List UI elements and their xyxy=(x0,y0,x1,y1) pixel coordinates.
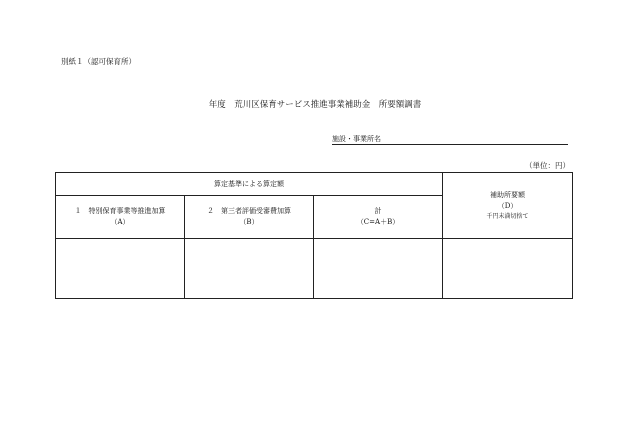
facility-name-label: 施設・事業所名 xyxy=(332,135,381,143)
table-header-row xyxy=(56,173,573,196)
column-header-b-label: ２ 第三者評価受審費加算 xyxy=(207,207,291,215)
column-header-c-label: 計 xyxy=(374,207,382,215)
column-header-c xyxy=(314,196,443,239)
column-header-c-code: （C=A＋B） xyxy=(356,218,400,226)
subsidy-header-note: 千円未満切捨て xyxy=(486,212,529,220)
subsidy-header xyxy=(443,173,573,239)
subsidy-header-title: 補助所要額 xyxy=(490,190,526,199)
column-header-a xyxy=(56,196,185,239)
subsidy-header-code: （D） xyxy=(497,201,518,210)
amount-table xyxy=(55,172,573,299)
calculation-group-header: 算定基準による算定額 xyxy=(56,173,443,196)
table-row xyxy=(56,239,573,299)
amount-cell-a[interactable] xyxy=(56,239,185,299)
document-title: 年度 荒川区保育サービス推進事業補助金 所要額調書 xyxy=(208,100,422,110)
column-header-a-code: （A） xyxy=(110,218,130,226)
facility-name-field xyxy=(332,134,568,145)
column-header-a-label: １ 特別保育事業等推進加算 xyxy=(74,207,166,215)
column-header-b xyxy=(185,196,314,239)
page-label: 別紙１（認可保育所） xyxy=(61,57,136,66)
amount-cell-d[interactable] xyxy=(443,239,573,299)
unit-label: （単位：円） xyxy=(525,161,570,170)
amount-cell-b[interactable] xyxy=(185,239,314,299)
column-header-b-code: （B） xyxy=(239,218,259,226)
amount-cell-c[interactable] xyxy=(314,239,443,299)
